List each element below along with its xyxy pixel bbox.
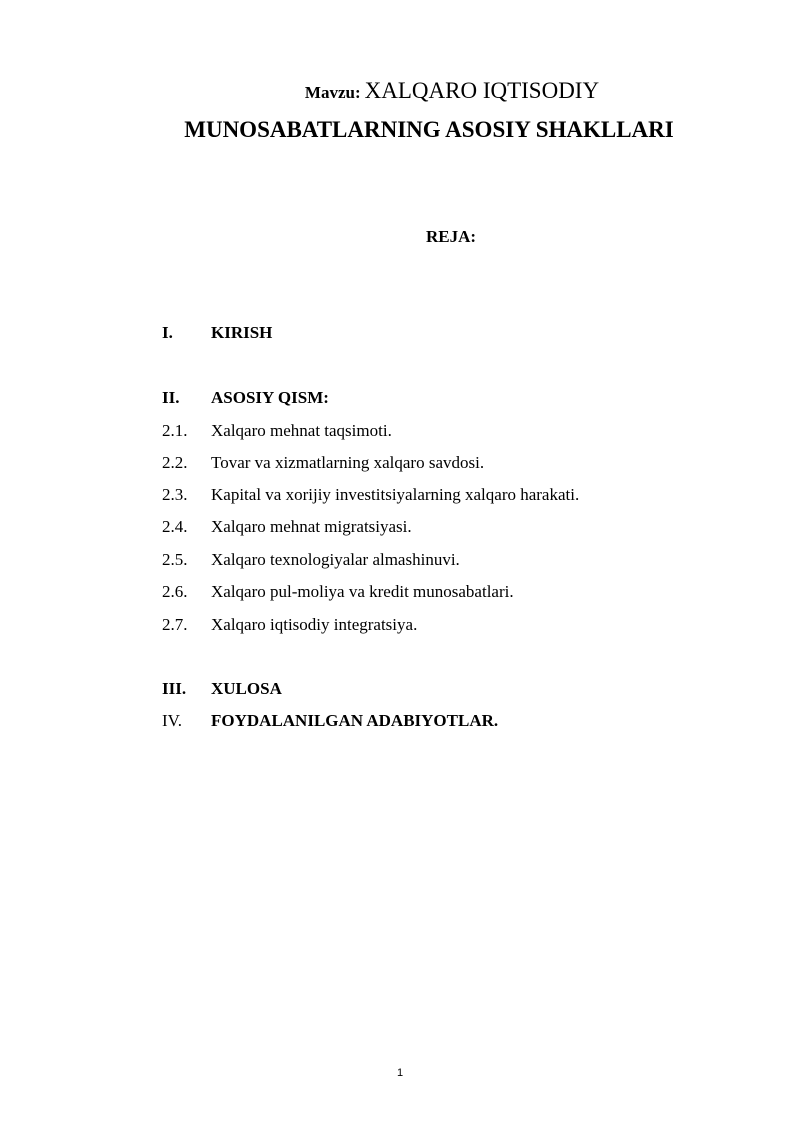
title-line-2: MUNOSABATLARNING ASOSIY SHAKLLARI (184, 117, 674, 142)
outline-text: Kapital va xorijiy investitsiyalarning xalqaro harakati. (211, 485, 580, 504)
outline-number: 2.5. (162, 550, 188, 569)
outline-text: KIRISH (211, 323, 273, 342)
outline-number: II. (162, 388, 180, 407)
outline-number: 2.2. (162, 453, 188, 472)
outline-text: XULOSA (211, 679, 282, 698)
outline-number: I. (162, 323, 173, 342)
outline-text: FOYDALANILGAN ADABIYOTLAR. (211, 711, 499, 730)
outline-number: III. (162, 679, 187, 698)
plan-heading: REJA: (426, 227, 477, 246)
outline-text: ASOSIY QISM: (211, 388, 329, 407)
outline-text: Xalqaro iqtisodiy integratsiya. (211, 615, 418, 634)
outline-text: Xalqaro texnologiyalar almashinuvi. (211, 550, 460, 569)
outline-number: 2.1. (162, 421, 188, 440)
outline-text: Tovar va xizmatlarning xalqaro savdosi. (211, 453, 485, 472)
outline-number: 2.7. (162, 615, 188, 634)
title-text-1: XALQARO IQTISODIY (364, 78, 600, 103)
outline-text: Xalqaro pul-moliya va kredit munosabatlari. (211, 582, 514, 601)
outline-number: 2.4. (162, 517, 188, 536)
outline-number: IV. (162, 711, 182, 730)
outline-text: Xalqaro mehnat migratsiyasi. (211, 517, 412, 536)
outline-number: 2.3. (162, 485, 188, 504)
outline-text: Xalqaro mehnat taqsimoti. (211, 421, 392, 440)
title-line-1 (0, 78, 800, 104)
outline-number: 2.6. (162, 582, 188, 601)
topic-label: Mavzu: (304, 83, 361, 102)
page-number: 1 (396, 1067, 404, 1079)
